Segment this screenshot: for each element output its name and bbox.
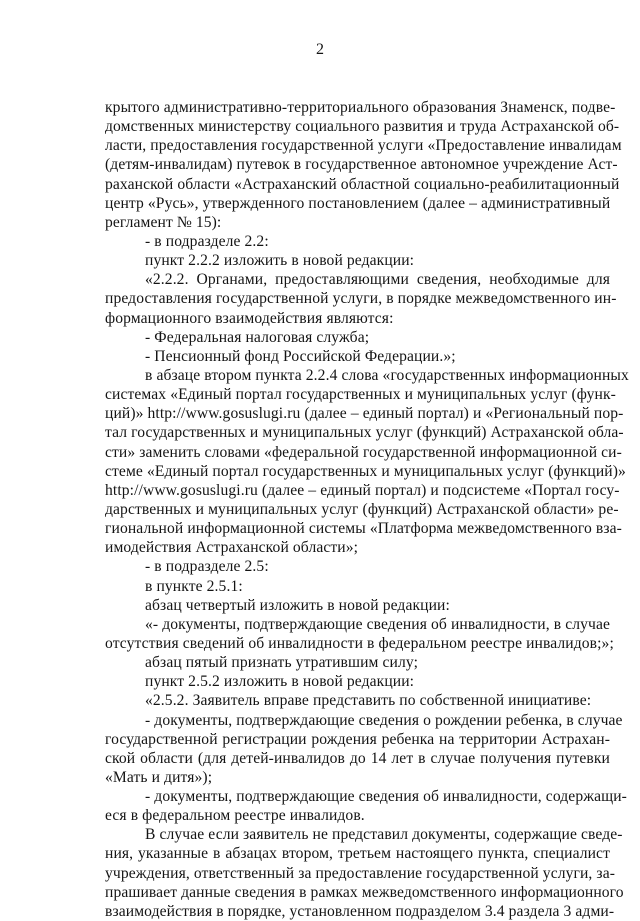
text-line: тал государственных и муниципальных услуг (функций) Астраханской обла- bbox=[105, 424, 624, 442]
text-line: ской области (для детей-инвалидов до 14 лет в случае получения путевки bbox=[105, 749, 610, 767]
text-line: государственной регистрации рождения ребенка на территории Астрахан- bbox=[105, 730, 610, 748]
text-line: системах «Единый портал государственных и муниципальных услуг (функ- bbox=[105, 386, 616, 404]
text-line: http://www.gosuslugi.ru (далее – единый портал) и подсистеме «Портал госу- bbox=[105, 481, 620, 499]
text-line: формационного взаимодействия являются: bbox=[105, 309, 394, 327]
text-line: стеме «Единый портал государственных и муниципальных услуг (функций)» bbox=[105, 462, 626, 480]
text-line: отсутствия сведений об инвалидности в федеральном реестре инвалидов;»; bbox=[105, 634, 614, 652]
text-line: - в подразделе 2.2: bbox=[145, 232, 269, 250]
text-line: прашивает данные сведения в рамках межведомственного информационного bbox=[105, 883, 624, 901]
text-line: имодействия Астраханской области»; bbox=[105, 539, 359, 557]
text-line: раханской области «Астраханский областной социально-реабилитационный bbox=[105, 175, 620, 193]
text-line: ласти, предоставления государственной услуги «Предоставление инвалидам bbox=[105, 137, 622, 155]
text-line: взаимодействия в порядке, установленном подразделом 3.4 раздела 3 адми- bbox=[105, 902, 615, 920]
text-line: абзац четвертый изложить в новой редакции: bbox=[145, 596, 450, 614]
document-body bbox=[105, 98, 629, 921]
text-line: «- документы, подтверждающие сведения об инвалидности, в случае bbox=[145, 615, 610, 633]
text-line: в пункте 2.5.1: bbox=[145, 577, 243, 595]
text-line: (детям-инвалидам) путевок в государственное автономное учреждение Аст- bbox=[105, 156, 618, 174]
text-line: предоставления государственной услуги, в порядке межведомственного ин- bbox=[105, 290, 617, 308]
text-line: - Пенсионный фонд Российской Федерации.»; bbox=[145, 347, 456, 365]
page-number: 2 bbox=[316, 41, 324, 58]
text-line: гиональной информационной системы «Платформа межведомственного вза- bbox=[105, 520, 622, 538]
text-line: сти» заменить словами «федеральной государственной информационной си- bbox=[105, 443, 622, 461]
text-line: крытого административно-территориального образования Знаменск, подве- bbox=[105, 99, 616, 116]
text-line: «2.2.2. Органами, предоставляющими сведения, необходимые для bbox=[145, 271, 610, 289]
text-line: - документы, подтверждающие сведения о рождении ребенка, в случае bbox=[145, 711, 623, 729]
text-line: еся в федеральном реестре инвалидов. bbox=[105, 807, 365, 825]
text-line: центр «Русь», утвержденного постановлением (далее – административный bbox=[105, 194, 611, 212]
text-line: «2.5.2. Заявитель вправе представить по собственной инициативе: bbox=[145, 692, 592, 710]
text-line: «Мать и дитя»); bbox=[105, 768, 213, 786]
text-line: - Федеральная налоговая служба; bbox=[145, 328, 370, 346]
text-line: ния, указанные в абзацах втором, третьем настоящего пункта, специалист bbox=[105, 845, 610, 863]
text-line: учреждения, ответственный за предоставление государственной услуги, за- bbox=[105, 864, 616, 882]
text-line: абзац пятый признать утратившим силу; bbox=[145, 654, 418, 672]
text-line: - документы, подтверждающие сведения об инвалидности, содержащи- bbox=[145, 788, 627, 806]
text-line: ций)» http://www.gosuslugi.ru (далее – единый портал) и «Региональный пор- bbox=[105, 405, 624, 423]
text-line: пункт 2.5.2 изложить в новой редакции: bbox=[145, 673, 415, 691]
text-line: в абзаце втором пункта 2.2.4 слова «государственных информационных bbox=[145, 366, 629, 384]
text-line: регламент № 15): bbox=[105, 213, 222, 231]
text-line: домственных министерству социального развития и труда Астраханской об- bbox=[105, 118, 620, 136]
text-line: В случае если заявитель не представил документы, содержащие сведе- bbox=[145, 826, 623, 844]
text-line: - в подразделе 2.5: bbox=[145, 558, 269, 576]
text-line: дарственных и муниципальных услуг (функций) Астраханской области» ре- bbox=[105, 500, 619, 518]
text-line: пункт 2.2.2 изложить в новой редакции: bbox=[145, 252, 415, 270]
